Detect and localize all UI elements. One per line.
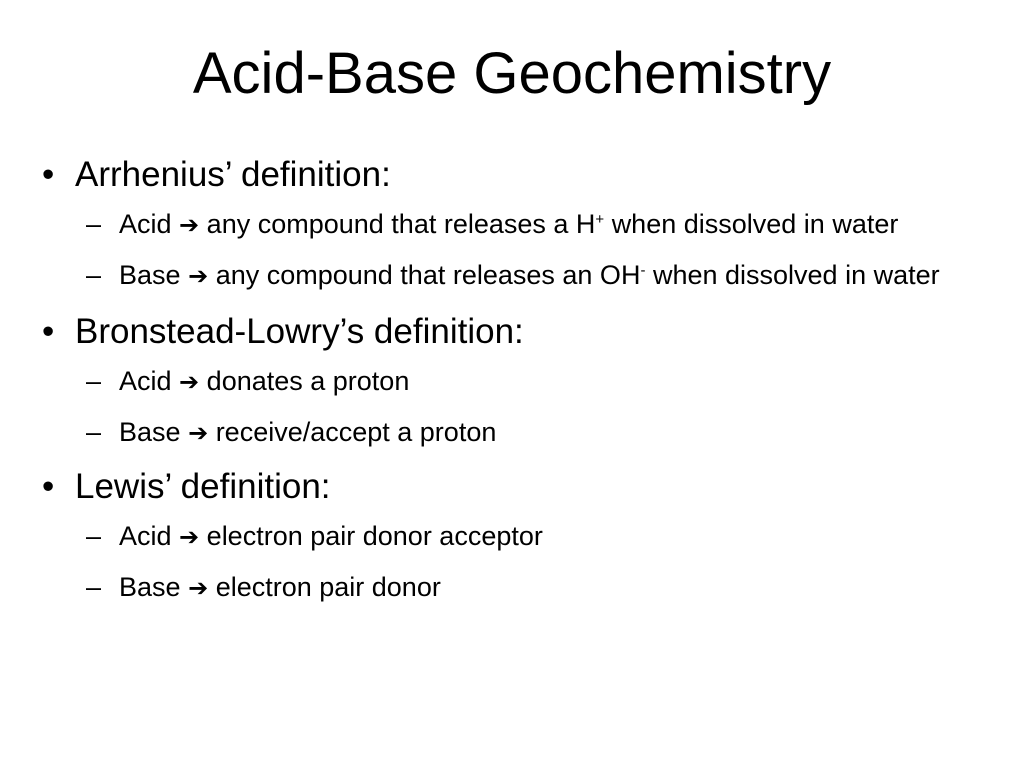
bullet-icon: • xyxy=(42,155,55,194)
subbullet-lewis-base xyxy=(86,567,1002,608)
dash-icon: – xyxy=(86,260,102,290)
bullet-arrhenius-definition xyxy=(42,152,1002,198)
subbullet-bronstead-acid xyxy=(86,361,1002,402)
bullet-icon: • xyxy=(42,312,55,351)
bullet-heading: Lewis’ definition: xyxy=(75,467,331,506)
subbullet-text: electron pair donor acceptor xyxy=(206,521,543,551)
subbullet-text-continued: when dissolved in water xyxy=(611,209,899,239)
superscript-charge: + xyxy=(595,211,605,228)
dash-icon: – xyxy=(86,521,102,551)
subbullet-text: receive/accept a proton xyxy=(215,417,497,447)
arrow-right-icon: ➔ xyxy=(188,419,209,447)
bullet-icon: • xyxy=(42,467,55,506)
bullet-lewis-definition xyxy=(42,464,1002,510)
slide-title: Acid-Base Geochemistry xyxy=(192,41,832,106)
dash-icon: – xyxy=(86,209,102,239)
superscript-charge: - xyxy=(640,262,646,279)
arrow-right-icon: ➔ xyxy=(188,262,209,290)
subbullet-term: Acid xyxy=(119,521,172,551)
subbullet-term: Base xyxy=(119,572,181,602)
bullet-heading: Bronstead-Lowry’s definition: xyxy=(75,312,524,351)
subbullet-text: any compound that releases a H xyxy=(206,209,596,239)
subbullet-text: donates a proton xyxy=(206,366,410,396)
bullet-bronstead-lowry-definition xyxy=(42,309,1002,355)
arrow-right-icon: ➔ xyxy=(179,523,200,551)
arrow-right-icon: ➔ xyxy=(179,211,200,239)
subbullet-term: Acid xyxy=(119,366,172,396)
dash-icon: – xyxy=(86,572,102,602)
subbullet-text: any compound that releases an OH xyxy=(215,260,641,290)
subbullet-arrhenius-acid xyxy=(86,204,1002,245)
dash-icon: – xyxy=(86,417,102,447)
subbullet-term: Acid xyxy=(119,209,172,239)
subbullet-text-continued: when dissolved in water xyxy=(652,260,940,290)
subbullet-lewis-acid xyxy=(86,516,1002,557)
bullet-heading: Arrhenius’ definition: xyxy=(75,155,391,194)
subbullet-term: Base xyxy=(119,260,181,290)
subbullet-arrhenius-base xyxy=(86,255,1002,296)
subbullet-text: electron pair donor xyxy=(215,572,441,602)
dash-icon: – xyxy=(86,366,102,396)
subbullet-term: Base xyxy=(119,417,181,447)
arrow-right-icon: ➔ xyxy=(179,368,200,396)
subbullet-bronstead-base xyxy=(86,412,1002,453)
arrow-right-icon: ➔ xyxy=(188,574,209,602)
slide-content xyxy=(42,152,1002,608)
